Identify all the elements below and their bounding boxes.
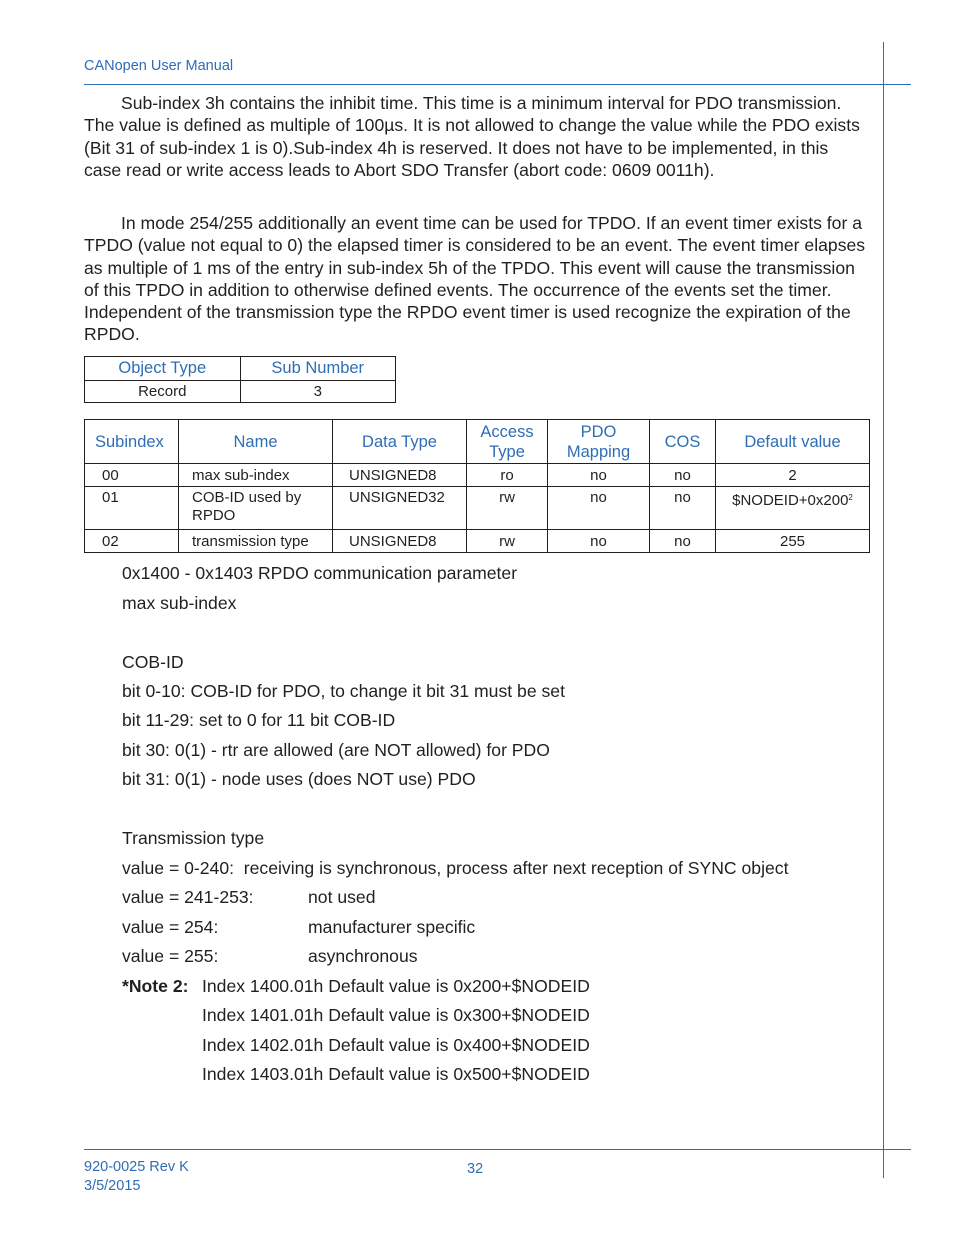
cell-name: max sub-index [179,464,333,487]
header-sub-number: Sub Number [240,357,396,381]
cell-data-type: UNSIGNED8 [333,530,467,553]
cell-cos: no [650,487,716,530]
cobid-bit-line: bit 31: 0(1) - node uses (does NOT use) PDO [122,769,476,789]
header-access-type: Access Type [467,420,548,464]
note-label: *Note 2: [122,976,189,996]
table-row [85,487,870,530]
section-title: 0x1400 - 0x1403 RPDO communication parameter [122,563,518,583]
transmission-value-line [122,917,218,938]
note-line: Index 1401.01h Default value is 0x300+$NODEID [202,1005,590,1025]
table-row [85,530,870,553]
transmission-value-line [122,858,788,879]
value-desc: asynchronous [308,946,418,966]
page-number: 32 [467,1161,484,1177]
cell-default: 2 [716,464,870,487]
header-default-value: Default value [716,420,870,464]
transmission-value-line [122,946,218,967]
table-row [85,464,870,487]
header-title: CANopen User Manual [84,58,234,74]
cell-default [716,487,870,530]
note-line: Index 1403.01h Default value is 0x500+$NODEID [202,1064,590,1084]
subindex-table [84,419,870,553]
header-object-type: Object Type [85,357,241,381]
object-type-table [84,356,396,403]
header-subindex: Subindex [85,420,179,464]
cell-cos: no [650,530,716,553]
value-desc: manufacturer specific [308,917,476,937]
cell-data-type: UNSIGNED8 [333,464,467,487]
cell-subindex: 00 [85,464,179,487]
cell-name: COB-ID used by RPDO [179,487,333,530]
value-desc: not used [308,887,376,907]
cell-pdo-mapping: no [548,487,650,530]
footnote-mark: 2 [848,493,853,502]
footer-doc-info [84,1158,189,1196]
cell-access: rw [467,487,548,530]
cell-sub-number: 3 [240,381,396,403]
note-line: Index 1400.01h Default value is 0x200+$NODEID [202,976,590,996]
cobid-title: COB-ID [122,652,184,672]
transmission-value-line [122,887,254,908]
value-label: value = 254: [122,917,219,937]
footer-date: 3/5/2015 [84,1178,141,1194]
cell-pdo-mapping: no [548,464,650,487]
table-row [85,381,396,403]
paragraph-inhibit-time: Sub-index 3h contains the inhibit time. This time is a minimum interval for PDO transmission. The value is defined as multiple of 100µs. It is not allowed to change the value while the PDO exists (Bit 31 of sub-index 1 is 0).Sub-index 4h is reserved. It does not have to be implemented, in this case read or write access leads to Abort SDO Transfer (abort code: 0609 0011h). [84,93,860,180]
transmission-type-title: Transmission type [122,828,265,848]
cobid-bit-line: bit 0-10: COB-ID for PDO, to change it bit 31 must be set [122,681,565,701]
cobid-bit-line: bit 30: 0(1) - rtr are allowed (are NOT allowed) for PDO [122,740,550,760]
table-header-row [85,357,396,381]
cell-access: rw [467,530,548,553]
cell-data-type: UNSIGNED32 [333,487,467,530]
table-header-row [85,420,870,464]
cobid-bit-line: bit 11-29: set to 0 for 11 bit COB-ID [122,710,396,730]
cell-pdo-mapping: no [548,530,650,553]
cell-name: transmission type [179,530,333,553]
paragraph-event-time: In mode 254/255 additionally an event time can be used for TPDO. If an event timer exists for a TPDO (value not equal to 0) the elapsed timer is considered to be an event. The event timer elapses as multiple of 1 ms of the entry in sub-index 5h of the TPDO. This event will cause the transmission of this TPDO in addition to otherwise defined events. The occurrence of the events set the timer. Independent of the transmission type the RPDO event timer is used recognize the expiration of the RPDO. [84,213,866,345]
max-sub-index-label: max sub-index [122,593,237,613]
header-rule [84,84,911,85]
value-label: value = 255: [122,946,219,966]
header-cos: COS [650,420,716,464]
cell-cos: no [650,464,716,487]
cell-subindex: 02 [85,530,179,553]
value-label: value = 0-240: [122,858,234,878]
header-pdo-mapping: PDO Mapping [548,420,650,464]
margin-rule-vertical [883,42,884,1178]
value-label: value = 241-253: [122,887,254,907]
default-value-text: $NODEID+0x200 [732,492,849,509]
footer-rule [84,1149,911,1150]
footer-doc-number: 920-0025 Rev K [84,1159,189,1175]
header-name: Name [179,420,333,464]
header-data-type: Data Type [333,420,467,464]
cell-object-type: Record [85,381,241,403]
value-desc: receiving is synchronous, process after next reception of SYNC object [243,858,789,878]
cell-access: ro [467,464,548,487]
cell-default: 255 [716,530,870,553]
cell-subindex: 01 [85,487,179,530]
note-line: Index 1402.01h Default value is 0x400+$NODEID [202,1035,590,1055]
